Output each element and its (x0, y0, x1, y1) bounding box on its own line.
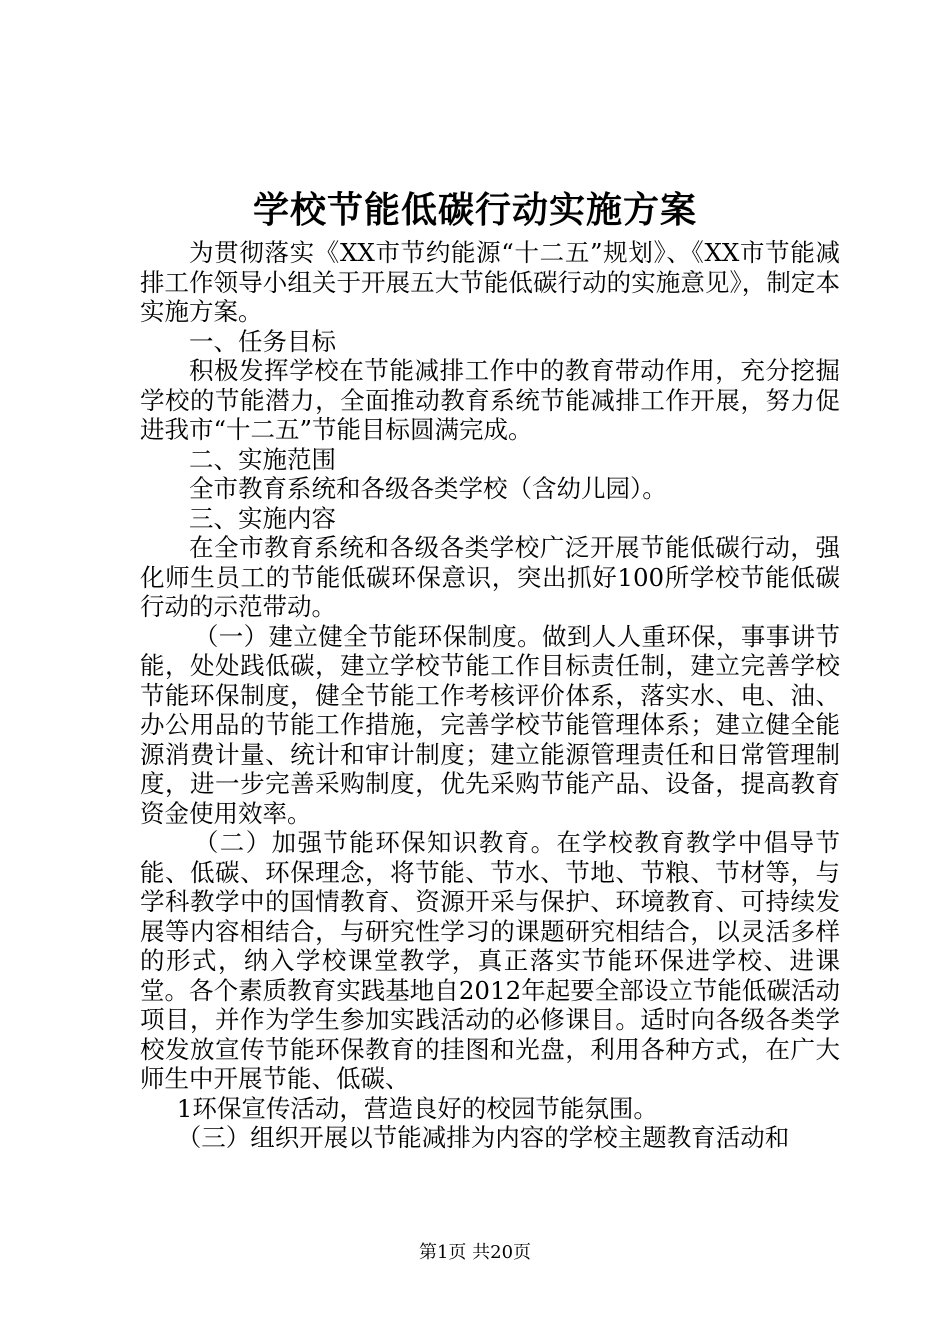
section-heading-scope: 二、实施范围 (189, 444, 336, 474)
section-heading-goals: 一、任务目标 (189, 326, 336, 356)
scope-paragraph: 全市教育系统和各级各类学校（含幼儿园）。 (189, 474, 667, 503)
document-body (140, 238, 840, 1153)
document-title: 学校节能低碳行动实施方案 (252, 189, 697, 231)
section-heading-content: 三、实施内容 (189, 503, 336, 533)
subsection-3-paragraph: （三）组织开展以节能减排为内容的学校主题教育活动和 (176, 1123, 790, 1152)
continuation-paragraph: 1环保宣传活动，营造良好的校园节能氛围。 (176, 1093, 658, 1123)
subsection-1-paragraph: （一）建立健全节能环保制度。做到人人重环保，事事讲节能，处处践低碳，建立学校节能工作目标责任制，建立完善学校节能环保制度，健全节能工作考核评价体系，落实水、电、油、办公用品的节能工作措施，完善学校节能管理体系；建立健全能源消费计量、统计和审计制度；建立能源管理责任和日常管理制度，进一步完善采购制度，优先采购节能产品、设备，提高教育资金使用效率。 (140, 621, 840, 828)
intro-paragraph: 为贯彻落实《XX市节约能源“十二五”规划》、《XX市节能减排工作领导小组关于开展五大节能低碳行动的实施意见》，制定本实施方案。 (140, 238, 840, 326)
goals-paragraph: 积极发挥学校在节能减排工作中的教育带动作用，充分挖掘学校的节能潜力，全面推动教育系统节能减排工作开展，努力促进我市“十二五”节能目标圆满完成。 (140, 356, 840, 444)
subsection-2-paragraph: （二）加强节能环保知识教育。在学校教育教学中倡导节能、低碳、环保理念，将节能、节水、节地、节粮、节材等，与学科教学中的国情教育、资源开采与保护、环境教育、可持续发展等内容相结合，与研究性学习的课题研究相结合，以灵活多样的形式，纳入学校课堂教学，真正落实节能环保进学校、进课堂。各个素质教育实践基地自2012年起要全部设立节能低碳活动项目，并作为学生参加实践活动的必修课目。适时向各级各类学校发放宣传节能环保教育的挂图和光盘，利用各种方式，在广大师生中开展节能、低碳、 (140, 828, 840, 1093)
page-footer: 第1页 共20页 (418, 1242, 532, 1263)
content-paragraph: 在全市教育系统和各级各类学校广泛开展节能低碳行动，强化师生员工的节能低碳环保意识，突出抓好100所学校节能低碳行动的示范带动。 (140, 533, 840, 621)
